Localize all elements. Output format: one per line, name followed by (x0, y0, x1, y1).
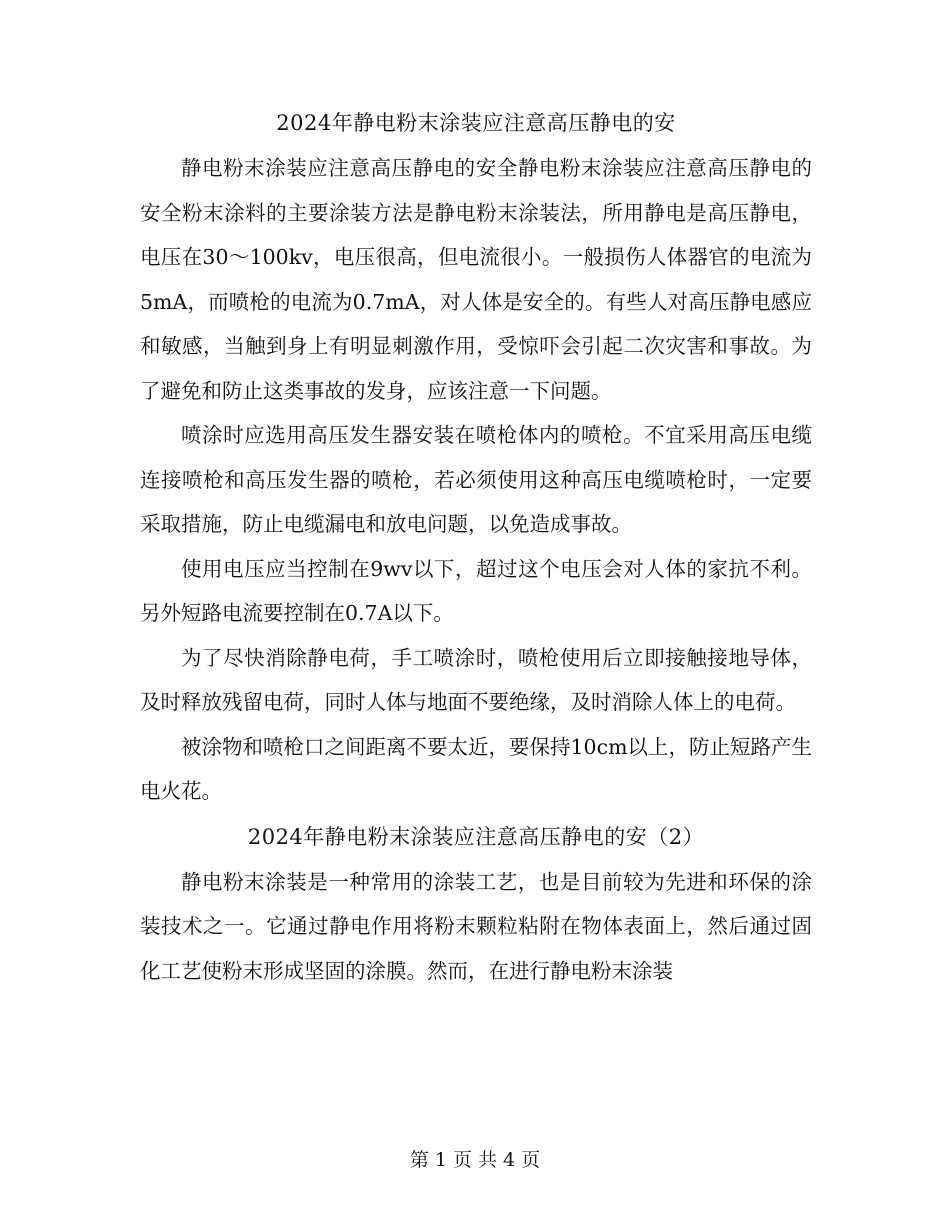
paragraph-discharge: 为了尽快消除静电荷，手工喷涂时，喷枪使用后立即接触接地导体，及时释放残留电荷，同时人体与地面不要绝缘，及时消除人体上的电荷。 (140, 645, 812, 714)
section-title-2: 2024年静电粉末涂装应注意高压静电的安（2） (247, 824, 705, 849)
section-title-1: 2024年静电粉末涂装应注意高压静电的安 (276, 111, 676, 135)
paragraph-intro: 静电粉末涂装应注意高压静电的安全静电粉末涂装应注意高压静电的安全粉末涂料的主要涂装方法是静电粉末涂装法，所用静电是高压静电，电压在30～100kv，电压很高，但电流很小。一般损伤人体器官的电流为5mA，而喷枪的电流为0.7mA，对人体是安全的。有些人对高压静电感应和敏感，当触到身上有明显刺激作用，受惊吓会引起二次灾害和事故。为了避免和防止这类事故的发身，应该注意一下问题。 (140, 156, 812, 403)
paragraph-spray-gun: 喷涂时应选用高压发生器安装在喷枪体内的喷枪。不宜采用高压电缆连接喷枪和高压发生器的喷枪，若必须使用这种高压电缆喷枪时，一定要采取措施，防止电缆漏电和放电问题，以免造成事故。 (140, 423, 812, 536)
paragraph-voltage: 使用电压应当控制在9wv以下，超过这个电压会对人体的家抗不利。另外短路电流要控制在0.7A以下。 (140, 556, 812, 625)
document-body (140, 100, 812, 993)
paragraph-distance: 被涂物和喷枪口之间距离不要太近，要保持10cm以上，防止短路产生电火花。 (140, 734, 813, 803)
page-number-footer: 第 1 页 共 4 页 (409, 1149, 541, 1171)
paragraph-section-2: 静电粉末涂装是一种常用的涂装工艺，也是目前较为先进和环保的涂装技术之一。它通过静电作用将粉末颗粒粘附在物体表面上，然后通过固化工艺使粉末形成坚固的涂膜。然而，在进行静电粉末涂装 (140, 869, 812, 983)
